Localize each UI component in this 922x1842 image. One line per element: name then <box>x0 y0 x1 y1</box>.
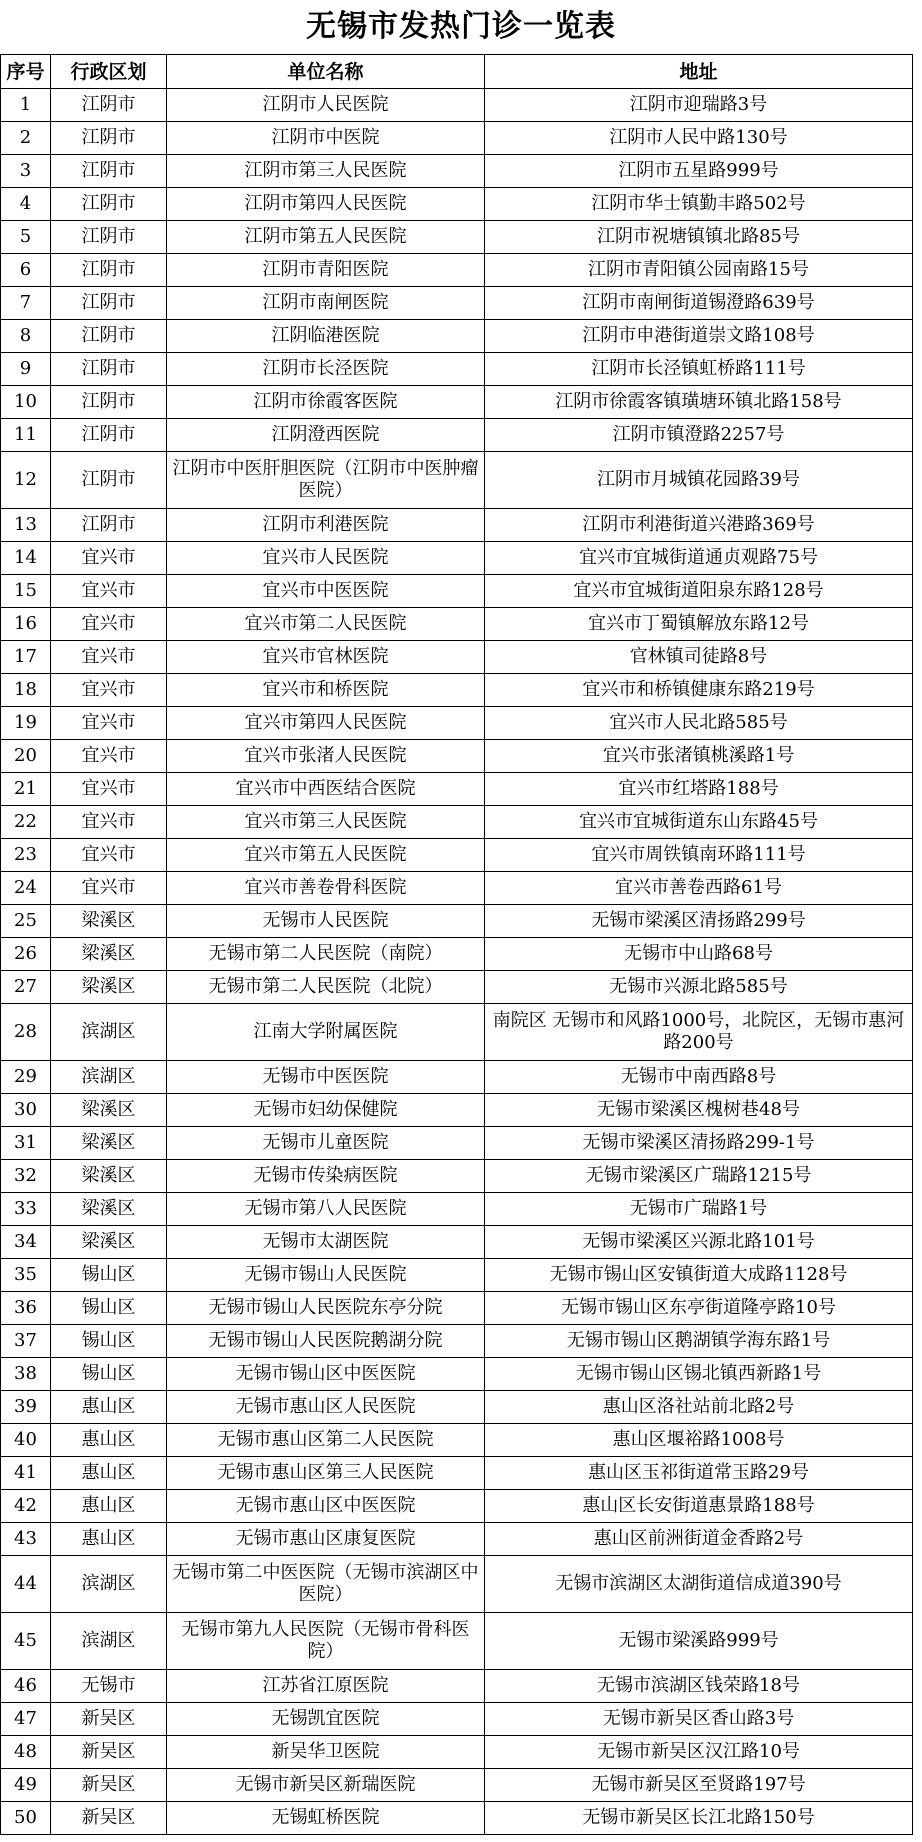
cell-name: 宜兴市第五人民医院 <box>167 839 485 872</box>
cell-address: 惠山区玉祁街道常玉路29号 <box>485 1457 913 1490</box>
cell-address: 无锡市锡山区锡北镇西新路1号 <box>485 1358 913 1391</box>
cell-no: 1 <box>1 89 51 122</box>
cell-district: 锡山区 <box>51 1358 167 1391</box>
cell-no: 49 <box>1 1769 51 1802</box>
cell-no: 7 <box>1 287 51 320</box>
table-row <box>1 1424 913 1457</box>
cell-district: 滨湖区 <box>51 1613 167 1670</box>
cell-no: 30 <box>1 1094 51 1127</box>
cell-no: 6 <box>1 254 51 287</box>
cell-district: 滨湖区 <box>51 1556 167 1613</box>
cell-no: 50 <box>1 1802 51 1835</box>
cell-address: 无锡市锡山区东亭街道隆亭路10号 <box>485 1292 913 1325</box>
table-row <box>1 1613 913 1670</box>
cell-address: 江阴市迎瑞路3号 <box>485 89 913 122</box>
cell-address: 无锡市中南西路8号 <box>485 1061 913 1094</box>
cell-name: 无锡市新吴区新瑞医院 <box>167 1769 485 1802</box>
cell-name: 江阴市第三人民医院 <box>167 155 485 188</box>
cell-district: 新吴区 <box>51 1736 167 1769</box>
cell-address: 江阴市华士镇勤丰路502号 <box>485 188 913 221</box>
table-row <box>1 905 913 938</box>
cell-district: 锡山区 <box>51 1259 167 1292</box>
cell-name: 无锡市第九人民医院（无锡市骨科医院） <box>167 1613 485 1670</box>
cell-no: 3 <box>1 155 51 188</box>
cell-district: 梁溪区 <box>51 938 167 971</box>
header-name: 单位名称 <box>167 55 485 89</box>
table-row <box>1 608 913 641</box>
cell-name: 宜兴市第四人民医院 <box>167 707 485 740</box>
table-row <box>1 221 913 254</box>
table-row <box>1 122 913 155</box>
cell-no: 11 <box>1 419 51 452</box>
cell-name: 无锡凯宜医院 <box>167 1703 485 1736</box>
cell-district: 宜兴市 <box>51 707 167 740</box>
cell-district: 江阴市 <box>51 254 167 287</box>
cell-district: 宜兴市 <box>51 641 167 674</box>
cell-name: 江阴澄西医院 <box>167 419 485 452</box>
page-title: 无锡市发热门诊一览表 <box>306 9 616 44</box>
cell-district: 惠山区 <box>51 1424 167 1457</box>
cell-no: 48 <box>1 1736 51 1769</box>
table-row <box>1 806 913 839</box>
table-row <box>1 1769 913 1802</box>
cell-district: 宜兴市 <box>51 674 167 707</box>
cell-district: 宜兴市 <box>51 806 167 839</box>
cell-name: 无锡市第二人民医院（北院） <box>167 971 485 1004</box>
cell-no: 19 <box>1 707 51 740</box>
table-body <box>1 89 913 1835</box>
cell-name: 江阴市第四人民医院 <box>167 188 485 221</box>
table-row <box>1 1457 913 1490</box>
cell-name: 无锡市第二中医医院（无锡市滨湖区中医院） <box>167 1556 485 1613</box>
cell-district: 江阴市 <box>51 320 167 353</box>
table-row <box>1 1523 913 1556</box>
cell-name: 江阴市中医院 <box>167 122 485 155</box>
cell-address: 惠山区洛社站前北路2号 <box>485 1391 913 1424</box>
cell-address: 宜兴市宜城街道通贞观路75号 <box>485 542 913 575</box>
cell-address: 惠山区前洲街道金香路2号 <box>485 1523 913 1556</box>
cell-name: 江阴临港医院 <box>167 320 485 353</box>
cell-district: 梁溪区 <box>51 971 167 1004</box>
cell-address: 江阴市利港街道兴港路369号 <box>485 509 913 542</box>
cell-district: 宜兴市 <box>51 740 167 773</box>
cell-address: 宜兴市善卷西路61号 <box>485 872 913 905</box>
table-row <box>1 320 913 353</box>
cell-name: 无锡市惠山区人民医院 <box>167 1391 485 1424</box>
cell-district: 宜兴市 <box>51 773 167 806</box>
cell-no: 32 <box>1 1160 51 1193</box>
cell-name: 无锡市儿童医院 <box>167 1127 485 1160</box>
table-row <box>1 1802 913 1835</box>
cell-no: 42 <box>1 1490 51 1523</box>
cell-address: 江阴市徐霞客镇璜塘环镇北路158号 <box>485 386 913 419</box>
cell-no: 12 <box>1 452 51 509</box>
cell-address: 宜兴市宜城街道阳泉东路128号 <box>485 575 913 608</box>
cell-no: 38 <box>1 1358 51 1391</box>
cell-address: 无锡市兴源北路585号 <box>485 971 913 1004</box>
table-row <box>1 1259 913 1292</box>
cell-district: 梁溪区 <box>51 1160 167 1193</box>
table-row <box>1 1358 913 1391</box>
cell-name: 江阴市利港医院 <box>167 509 485 542</box>
cell-district: 江阴市 <box>51 122 167 155</box>
cell-district: 宜兴市 <box>51 542 167 575</box>
cell-name: 江阴市青阳医院 <box>167 254 485 287</box>
cell-no: 14 <box>1 542 51 575</box>
cell-no: 31 <box>1 1127 51 1160</box>
cell-address: 无锡市梁溪区槐树巷48号 <box>485 1094 913 1127</box>
table-row <box>1 1490 913 1523</box>
cell-address: 宜兴市宜城街道东山东路45号 <box>485 806 913 839</box>
cell-district: 新吴区 <box>51 1769 167 1802</box>
cell-name: 无锡市第二人民医院（南院） <box>167 938 485 971</box>
cell-no: 29 <box>1 1061 51 1094</box>
cell-name: 无锡虹桥医院 <box>167 1802 485 1835</box>
cell-no: 5 <box>1 221 51 254</box>
cell-name: 宜兴市张渚人民医院 <box>167 740 485 773</box>
cell-no: 8 <box>1 320 51 353</box>
cell-no: 10 <box>1 386 51 419</box>
cell-address: 宜兴市红塔路188号 <box>485 773 913 806</box>
cell-address: 无锡市锡山区安镇街道大成路1128号 <box>485 1259 913 1292</box>
table-row <box>1 1094 913 1127</box>
cell-district: 惠山区 <box>51 1391 167 1424</box>
cell-address: 宜兴市人民北路585号 <box>485 707 913 740</box>
table-row <box>1 1160 913 1193</box>
cell-no: 26 <box>1 938 51 971</box>
cell-district: 江阴市 <box>51 287 167 320</box>
cell-address: 无锡市梁溪区清扬路299号 <box>485 905 913 938</box>
cell-no: 46 <box>1 1670 51 1703</box>
cell-address: 无锡市梁溪区兴源北路101号 <box>485 1226 913 1259</box>
cell-name: 无锡市锡山人民医院 <box>167 1259 485 1292</box>
cell-name: 无锡市太湖医院 <box>167 1226 485 1259</box>
cell-address: 江阴市南闸街道锡澄路639号 <box>485 287 913 320</box>
cell-district: 滨湖区 <box>51 1004 167 1061</box>
cell-district: 宜兴市 <box>51 839 167 872</box>
cell-district: 江阴市 <box>51 419 167 452</box>
table-row <box>1 1736 913 1769</box>
cell-no: 35 <box>1 1259 51 1292</box>
cell-name: 宜兴市人民医院 <box>167 542 485 575</box>
header-address: 地址 <box>485 55 913 89</box>
cell-address: 南院区 无锡市和风路1000号，北院区，无锡市惠河路200号 <box>485 1004 913 1061</box>
cell-district: 宜兴市 <box>51 575 167 608</box>
table-row <box>1 1061 913 1094</box>
cell-no: 47 <box>1 1703 51 1736</box>
table-row <box>1 674 913 707</box>
cell-district: 锡山区 <box>51 1325 167 1358</box>
cell-no: 40 <box>1 1424 51 1457</box>
cell-name: 无锡市惠山区中医医院 <box>167 1490 485 1523</box>
cell-address: 无锡市梁溪区广瑞路1215号 <box>485 1160 913 1193</box>
table-row <box>1 89 913 122</box>
cell-address: 无锡市滨湖区太湖街道信成道390号 <box>485 1556 913 1613</box>
cell-district: 梁溪区 <box>51 1193 167 1226</box>
cell-district: 江阴市 <box>51 155 167 188</box>
cell-no: 43 <box>1 1523 51 1556</box>
cell-name: 江苏省江原医院 <box>167 1670 485 1703</box>
table-row <box>1 707 913 740</box>
cell-name: 宜兴市中医医院 <box>167 575 485 608</box>
cell-district: 梁溪区 <box>51 905 167 938</box>
cell-no: 15 <box>1 575 51 608</box>
cell-no: 25 <box>1 905 51 938</box>
cell-address: 宜兴市周铁镇南环路111号 <box>485 839 913 872</box>
cell-name: 宜兴市第二人民医院 <box>167 608 485 641</box>
cell-address: 官林镇司徒路8号 <box>485 641 913 674</box>
cell-name: 无锡市妇幼保健院 <box>167 1094 485 1127</box>
cell-district: 惠山区 <box>51 1490 167 1523</box>
table-row <box>1 1391 913 1424</box>
table-row <box>1 773 913 806</box>
cell-no: 41 <box>1 1457 51 1490</box>
cell-name: 无锡市锡山区中医医院 <box>167 1358 485 1391</box>
table-row <box>1 1703 913 1736</box>
cell-name: 江阴市长泾医院 <box>167 353 485 386</box>
cell-address: 无锡市梁溪区清扬路299-1号 <box>485 1127 913 1160</box>
cell-address: 无锡市梁溪路999号 <box>485 1613 913 1670</box>
cell-district: 滨湖区 <box>51 1061 167 1094</box>
clinic-table <box>0 54 913 1835</box>
table-row <box>1 542 913 575</box>
table-row <box>1 740 913 773</box>
cell-name: 新吴华卫医院 <box>167 1736 485 1769</box>
cell-name: 无锡市传染病医院 <box>167 1160 485 1193</box>
cell-name: 无锡市惠山区第三人民医院 <box>167 1457 485 1490</box>
cell-district: 江阴市 <box>51 353 167 386</box>
table-row <box>1 287 913 320</box>
table-row <box>1 1004 913 1061</box>
table-row <box>1 1292 913 1325</box>
table-row <box>1 839 913 872</box>
cell-district: 江阴市 <box>51 89 167 122</box>
cell-address: 无锡市广瑞路1号 <box>485 1193 913 1226</box>
cell-district: 无锡市 <box>51 1670 167 1703</box>
cell-name: 无锡市人民医院 <box>167 905 485 938</box>
header-district: 行政区划 <box>51 55 167 89</box>
cell-address: 无锡市新吴区香山路3号 <box>485 1703 913 1736</box>
cell-name: 江阴市人民医院 <box>167 89 485 122</box>
cell-no: 23 <box>1 839 51 872</box>
table-row <box>1 575 913 608</box>
cell-address: 江阴市青阳镇公园南路15号 <box>485 254 913 287</box>
cell-name: 江阴市第五人民医院 <box>167 221 485 254</box>
table-row <box>1 872 913 905</box>
cell-address: 无锡市锡山区鹅湖镇学海东路1号 <box>485 1325 913 1358</box>
cell-address: 无锡市新吴区长江北路150号 <box>485 1802 913 1835</box>
table-row <box>1 1556 913 1613</box>
cell-name: 江南大学附属医院 <box>167 1004 485 1061</box>
cell-name: 无锡市惠山区第二人民医院 <box>167 1424 485 1457</box>
cell-district: 新吴区 <box>51 1802 167 1835</box>
cell-district: 惠山区 <box>51 1523 167 1556</box>
cell-district: 新吴区 <box>51 1703 167 1736</box>
cell-district: 宜兴市 <box>51 872 167 905</box>
cell-no: 17 <box>1 641 51 674</box>
table-row <box>1 641 913 674</box>
table-row <box>1 1325 913 1358</box>
cell-no: 34 <box>1 1226 51 1259</box>
cell-address: 无锡市滨湖区钱荣路18号 <box>485 1670 913 1703</box>
cell-name: 无锡市惠山区康复医院 <box>167 1523 485 1556</box>
cell-no: 20 <box>1 740 51 773</box>
cell-address: 江阴市长泾镇虹桥路111号 <box>485 353 913 386</box>
cell-address: 江阴市月城镇花园路39号 <box>485 452 913 509</box>
table-row <box>1 1226 913 1259</box>
cell-district: 江阴市 <box>51 509 167 542</box>
table-row <box>1 509 913 542</box>
cell-no: 44 <box>1 1556 51 1613</box>
cell-no: 16 <box>1 608 51 641</box>
cell-address: 惠山区长安街道惠景路188号 <box>485 1490 913 1523</box>
header-no: 序号 <box>1 55 51 89</box>
cell-no: 39 <box>1 1391 51 1424</box>
table-row <box>1 1193 913 1226</box>
cell-district: 惠山区 <box>51 1457 167 1490</box>
table-row <box>1 971 913 1004</box>
cell-district: 江阴市 <box>51 188 167 221</box>
cell-name: 江阴市徐霞客医院 <box>167 386 485 419</box>
cell-no: 36 <box>1 1292 51 1325</box>
cell-no: 45 <box>1 1613 51 1670</box>
cell-district: 梁溪区 <box>51 1226 167 1259</box>
cell-address: 惠山区堰裕路1008号 <box>485 1424 913 1457</box>
cell-district: 梁溪区 <box>51 1127 167 1160</box>
cell-name: 无锡市中医医院 <box>167 1061 485 1094</box>
cell-district: 江阴市 <box>51 452 167 509</box>
cell-name: 无锡市锡山人民医院东亭分院 <box>167 1292 485 1325</box>
cell-address: 宜兴市和桥镇健康东路219号 <box>485 674 913 707</box>
cell-no: 21 <box>1 773 51 806</box>
cell-name: 江阴市南闸医院 <box>167 287 485 320</box>
cell-district: 江阴市 <box>51 386 167 419</box>
cell-name: 江阴市中医肝胆医院（江阴市中医肿瘤医院） <box>167 452 485 509</box>
table-row <box>1 452 913 509</box>
table-row <box>1 1670 913 1703</box>
cell-name: 宜兴市善卷骨科医院 <box>167 872 485 905</box>
cell-address: 江阴市人民中路130号 <box>485 122 913 155</box>
cell-district: 锡山区 <box>51 1292 167 1325</box>
cell-name: 宜兴市第三人民医院 <box>167 806 485 839</box>
table-row <box>1 155 913 188</box>
cell-no: 13 <box>1 509 51 542</box>
cell-address: 江阴市五星路999号 <box>485 155 913 188</box>
table-row <box>1 254 913 287</box>
cell-address: 无锡市新吴区汉江路10号 <box>485 1736 913 1769</box>
cell-district: 梁溪区 <box>51 1094 167 1127</box>
cell-address: 江阴市祝塘镇镇北路85号 <box>485 221 913 254</box>
cell-no: 37 <box>1 1325 51 1358</box>
cell-address: 宜兴市张渚镇桃溪路1号 <box>485 740 913 773</box>
cell-address: 宜兴市丁蜀镇解放东路12号 <box>485 608 913 641</box>
cell-no: 18 <box>1 674 51 707</box>
cell-no: 9 <box>1 353 51 386</box>
cell-no: 22 <box>1 806 51 839</box>
cell-no: 4 <box>1 188 51 221</box>
cell-address: 江阴市镇澄路2257号 <box>485 419 913 452</box>
cell-address: 江阴市申港街道崇文路108号 <box>485 320 913 353</box>
cell-address: 无锡市中山路68号 <box>485 938 913 971</box>
cell-no: 27 <box>1 971 51 1004</box>
table-row <box>1 938 913 971</box>
table-row <box>1 1127 913 1160</box>
cell-name: 无锡市第八人民医院 <box>167 1193 485 1226</box>
cell-no: 2 <box>1 122 51 155</box>
cell-no: 24 <box>1 872 51 905</box>
cell-district: 江阴市 <box>51 221 167 254</box>
cell-district: 宜兴市 <box>51 608 167 641</box>
cell-name: 宜兴市官林医院 <box>167 641 485 674</box>
cell-name: 无锡市锡山人民医院鹅湖分院 <box>167 1325 485 1358</box>
table-row <box>1 188 913 221</box>
cell-name: 宜兴市中西医结合医院 <box>167 773 485 806</box>
cell-address: 无锡市新吴区至贤路197号 <box>485 1769 913 1802</box>
cell-no: 33 <box>1 1193 51 1226</box>
table-header-row <box>1 55 913 89</box>
table-row <box>1 386 913 419</box>
table-row <box>1 419 913 452</box>
table-row <box>1 353 913 386</box>
cell-name: 宜兴市和桥医院 <box>167 674 485 707</box>
cell-no: 28 <box>1 1004 51 1061</box>
